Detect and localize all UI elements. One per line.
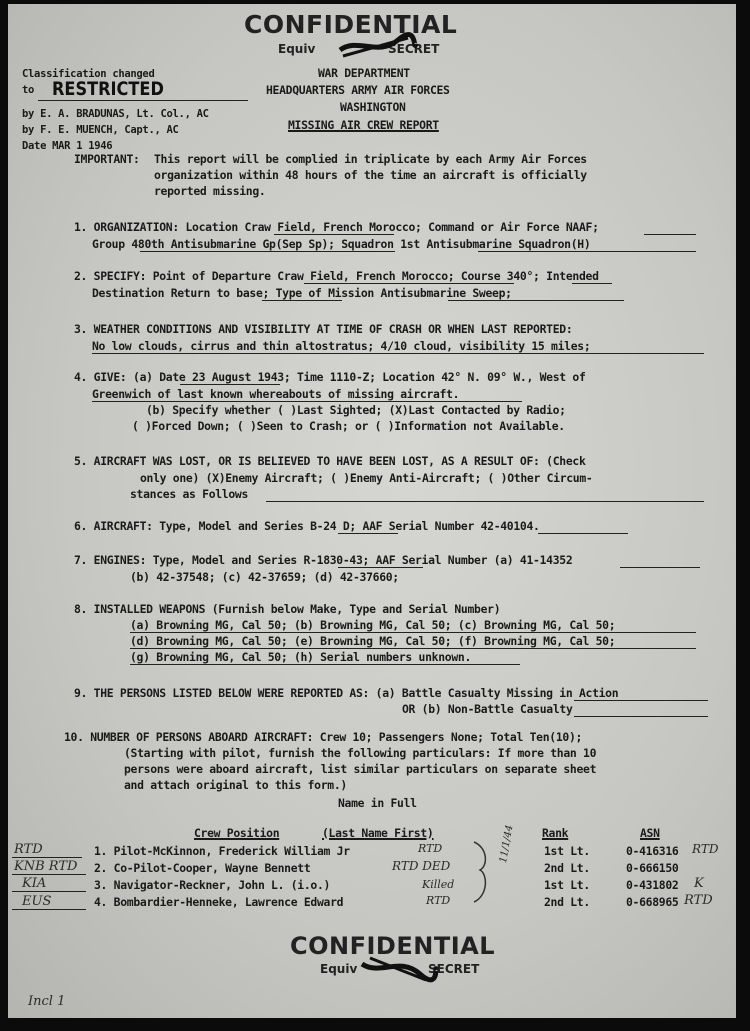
- underline: [574, 700, 708, 701]
- redaction-scribble-bottom: [360, 954, 438, 984]
- crew-header-rank: Rank: [542, 826, 569, 840]
- underline: [12, 857, 82, 858]
- crew-asn-note: K: [694, 876, 704, 891]
- crew-header-asn: ASN: [640, 826, 660, 840]
- crew-asn: 0-416316: [626, 844, 679, 858]
- restricted-stamp: RESTRICTED: [52, 78, 164, 100]
- classification-changed: Classification changed: [22, 68, 155, 80]
- item-7-line-2: (b) 42-37548; (c) 42-37659; (d) 42-37660;: [130, 570, 399, 584]
- underline: [12, 891, 86, 892]
- classification-by-2: by F. E. MUENCH, Capt., AC: [22, 124, 179, 136]
- item-4-line-3: (b) Specify whether ( )Last Sighted; (X)Last Contacted by Radio;: [146, 403, 566, 417]
- item-8-line-2: (a) Browning MG, Cal 50; (b) Browning MG, Cal 50; (c) Browning MG, Cal 50;: [130, 618, 616, 632]
- confidential-stamp-top: CONFIDENTIAL: [244, 10, 458, 39]
- item-3-line-1: 3. WEATHER CONDITIONS AND VISIBILITY AT TIME OF CRASH OR WHEN LAST REPORTED:: [74, 322, 573, 336]
- item-9-line-2: OR (b) Non-Battle Casualty: [402, 702, 573, 716]
- underline: [274, 234, 394, 235]
- report-title: MISSING AIR CREW REPORT: [288, 118, 439, 132]
- crew-note-handwritten: RTD DED: [392, 859, 451, 873]
- document-page: [8, 4, 736, 1018]
- crew-header-position: Crew Position: [194, 826, 280, 840]
- underline: [130, 632, 696, 633]
- underline: [338, 567, 423, 568]
- classification-by-1: by E. A. BRADUNAS, Lt. Col., AC: [22, 108, 209, 120]
- underline: [538, 533, 628, 534]
- crew-status-handwritten: KIA: [22, 876, 47, 891]
- item-9-line-1: 9. THE PERSONS LISTED BELOW WERE REPORTED AS: (a) Battle Casualty Missing in Action: [74, 686, 619, 700]
- crew-note-handwritten: RTD: [418, 842, 443, 855]
- underline: [574, 716, 708, 717]
- important-label: IMPORTANT:: [74, 152, 140, 166]
- crew-rank: 2nd Lt.: [544, 861, 590, 875]
- classification-to: to: [22, 84, 35, 96]
- underline: [304, 283, 514, 284]
- crew-rank: 1st Lt.: [544, 878, 590, 892]
- underline: [130, 664, 520, 665]
- underline: [338, 533, 398, 534]
- crew-status-handwritten: EUS: [22, 894, 52, 909]
- item-1-line-2: Group 480th Antisubmarine Gp(Sep Sp); Squadron 1st Antisubmarine Squadron(H): [92, 237, 591, 251]
- underline: [572, 283, 612, 284]
- crew-note-handwritten: RTD: [426, 894, 451, 907]
- bracket-date-note: 11/1/44: [498, 824, 516, 864]
- crew-note-handwritten: Killed: [422, 878, 455, 891]
- underline: [266, 501, 704, 502]
- item-10-line-2: (Starting with pilot, furnish the following particulars: If more than 10: [124, 746, 597, 760]
- crew-header-name: (Last Name First): [322, 826, 434, 840]
- important-line-1: This report will be complied in triplicate by each Army Air Forces: [154, 152, 587, 166]
- item-8-line-4: (g) Browning MG, Cal 50; (h) Serial numbers unknown.: [130, 650, 472, 664]
- redaction-scribble-top: [338, 32, 418, 62]
- crew-entry: 4. Bombardier-Henneke, Lawrence Edward: [94, 895, 344, 909]
- underline: [12, 909, 86, 910]
- item-8-line-1: 8. INSTALLED WEAPONS (Furnish below Make, Type and Serial Number): [74, 602, 501, 616]
- secret-stamp-bottom: SECRET: [428, 962, 480, 976]
- underline: [180, 384, 280, 385]
- item-10-line-1: 10. NUMBER OF PERSONS ABOARD AIRCRAFT: Crew 10; Passengers None; Total Ten(10);: [64, 730, 583, 744]
- underline: [130, 648, 696, 649]
- header-dept: WAR DEPARTMENT: [318, 66, 410, 80]
- equiv-stamp-top: Equiv: [278, 42, 316, 56]
- restricted-underline: [38, 100, 248, 101]
- item-3-line-2: No low clouds, cirrus and thin altostratus; 4/10 cloud, visibility 15 miles;: [92, 339, 591, 353]
- crew-rank: 2nd Lt.: [544, 895, 590, 909]
- header-city: WASHINGTON: [340, 100, 406, 114]
- item-8-line-3: (d) Browning MG, Cal 50; (e) Browning MG, Cal 50; (f) Browning MG, Cal 50;: [130, 634, 616, 648]
- handwritten-bracket: [470, 840, 500, 904]
- crew-asn-note: RTD: [684, 893, 713, 908]
- crew-rank: 1st Lt.: [544, 844, 590, 858]
- equiv-stamp-bottom: Equiv: [320, 962, 358, 976]
- item-2-line-1: 2. SPECIFY: Point of Departure Craw Field, French Morocco; Course 340°; Intended: [74, 269, 599, 283]
- crew-asn: 0-668965: [626, 895, 679, 909]
- crew-entry: 3. Navigator-Reckner, John L. (i.o.): [94, 878, 331, 892]
- crew-entry: 2. Co-Pilot-Cooper, Wayne Bennett: [94, 861, 311, 875]
- classification-date: Date MAR 1 1946: [22, 140, 113, 152]
- crew-entry: 1. Pilot-McKinnon, Frederick William Jr: [94, 844, 350, 858]
- crew-asn: 0-666150: [626, 861, 679, 875]
- important-line-3: reported missing.: [154, 184, 266, 198]
- crew-asn: 0-431802: [626, 878, 679, 892]
- important-line-2: organization within 48 hours of the time an aircraft is officially: [154, 168, 587, 182]
- item-4-line-4: ( )Forced Down; ( )Seen to Crash; or ( )Information not Available.: [132, 419, 565, 433]
- item-2-line-2: Destination Return to base; Type of Mission Antisubmarine Sweep;: [92, 286, 512, 300]
- crew-status-handwritten: RTD: [14, 842, 43, 857]
- item-6-line-1: 6. AIRCRAFT: Type, Model and Series B-24 D; AAF Serial Number 42-40104.: [74, 519, 540, 533]
- header-hq: HEADQUARTERS ARMY AIR FORCES: [266, 83, 450, 97]
- item-5-line-3: stances as Follows: [130, 487, 249, 501]
- underline: [262, 300, 342, 301]
- crew-asn-note: RTD: [692, 842, 719, 856]
- item-4-line-1: 4. GIVE: (a) Date 23 August 1943; Time 1110-Z; Location 42° N. 09° W., West of: [74, 370, 586, 384]
- item-7-line-1: 7. ENGINES: Type, Model and Series R-1830-43; AAF Serial Number (a) 41-14352: [74, 553, 573, 567]
- underline: [12, 874, 86, 875]
- underline: [448, 300, 624, 301]
- underline: [92, 401, 522, 402]
- item-10-line-5: Name in Full: [338, 796, 417, 810]
- underline: [620, 567, 700, 568]
- underline: [92, 353, 704, 354]
- item-10-line-4: and attach original to this form.): [124, 778, 347, 792]
- underline: [478, 251, 696, 252]
- item-4-line-2: Greenwich of last known whereabouts of missing aircraft.: [92, 387, 460, 401]
- crew-status-handwritten: KNB RTD: [14, 859, 78, 874]
- secret-stamp-top: SECRET: [388, 42, 440, 56]
- item-5-line-1: 5. AIRCRAFT WAS LOST, OR IS BELIEVED TO HAVE BEEN LOST, AS A RESULT OF: (Check: [74, 454, 586, 468]
- confidential-stamp-bottom: CONFIDENTIAL: [290, 932, 495, 960]
- item-10-line-3: persons were aboard aircraft, list similar particulars on separate sheet: [124, 762, 597, 776]
- footer-handwritten-note: Incl 1: [28, 994, 66, 1009]
- underline: [140, 251, 395, 252]
- item-1-line-1: 1. ORGANIZATION: Location Craw Field, French Morocco; Command or Air Force NAAF;: [74, 220, 599, 234]
- underline: [644, 234, 696, 235]
- item-5-line-2: only one) (X)Enemy Aircraft; ( )Enemy Anti-Aircraft; ( )Other Circum-: [140, 471, 593, 485]
